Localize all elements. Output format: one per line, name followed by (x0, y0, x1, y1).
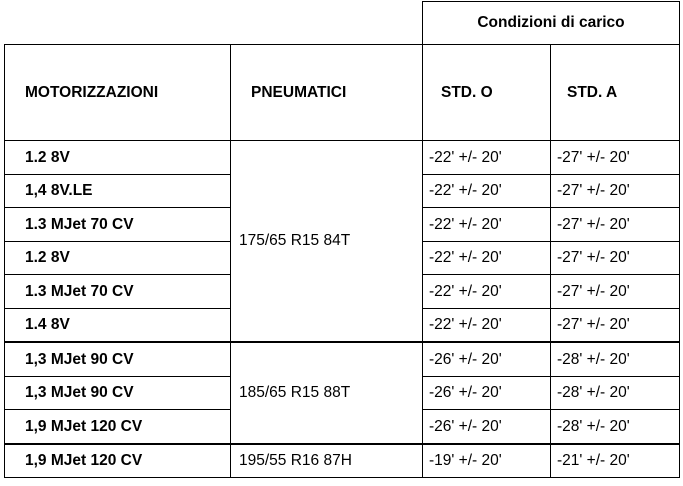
std-o-cell: -22' +/- 20' (423, 308, 551, 342)
engine-cell: 1.2 8V (5, 241, 231, 275)
engine-cell: 1.3 MJet 70 CV (5, 275, 231, 309)
std-a-cell: -27' +/- 20' (551, 241, 680, 275)
std-o-cell: -26' +/- 20' (423, 342, 551, 376)
engine-cell: 1,3 MJet 90 CV (5, 342, 231, 376)
std-a-column-header: STD. A (551, 45, 680, 141)
engine-cell: 1,4 8V.LE (5, 174, 231, 208)
std-o-cell: -22' +/- 20' (423, 275, 551, 309)
std-a-cell: -21' +/- 20' (551, 444, 680, 478)
std-a-cell: -27' +/- 20' (551, 141, 680, 175)
engine-cell: 1,3 MJet 90 CV (5, 376, 231, 410)
std-o-cell: -26' +/- 20' (423, 376, 551, 410)
std-a-cell: -28' +/- 20' (551, 376, 680, 410)
std-a-cell: -27' +/- 20' (551, 275, 680, 309)
table-row (5, 141, 680, 175)
camber-table (4, 1, 680, 478)
table-row (5, 444, 680, 478)
std-a-cell: -27' +/- 20' (551, 208, 680, 242)
header-blank-cell (5, 2, 423, 45)
tyre-cell: 195/55 R16 87H (231, 444, 423, 478)
engine-cell: 1.3 MJet 70 CV (5, 208, 231, 242)
std-o-cell: -26' +/- 20' (423, 410, 551, 444)
std-o-cell: -22' +/- 20' (423, 174, 551, 208)
engine-cell: 1,9 MJet 120 CV (5, 410, 231, 444)
engine-column-header: MOTORIZZAZIONI (5, 45, 231, 141)
std-o-cell: -22' +/- 20' (423, 208, 551, 242)
std-a-cell: -27' +/- 20' (551, 308, 680, 342)
std-o-cell: -22' +/- 20' (423, 141, 551, 175)
tyre-cell: 185/65 R15 88T (231, 342, 423, 444)
std-a-cell: -28' +/- 20' (551, 410, 680, 444)
engine-cell: 1,9 MJet 120 CV (5, 444, 231, 478)
std-a-cell: -27' +/- 20' (551, 174, 680, 208)
tyre-column-header: PNEUMATICI (231, 45, 423, 141)
engine-cell: 1.2 8V (5, 141, 231, 175)
engine-cell: 1.4 8V (5, 308, 231, 342)
load-conditions-header: Condizioni di carico (423, 2, 680, 45)
tyre-cell: 175/65 R15 84T (231, 141, 423, 343)
std-o-column-header: STD. O (423, 45, 551, 141)
std-a-cell: -28' +/- 20' (551, 342, 680, 376)
std-o-cell: -19' +/- 20' (423, 444, 551, 478)
std-o-cell: -22' +/- 20' (423, 241, 551, 275)
table-row (5, 342, 680, 376)
